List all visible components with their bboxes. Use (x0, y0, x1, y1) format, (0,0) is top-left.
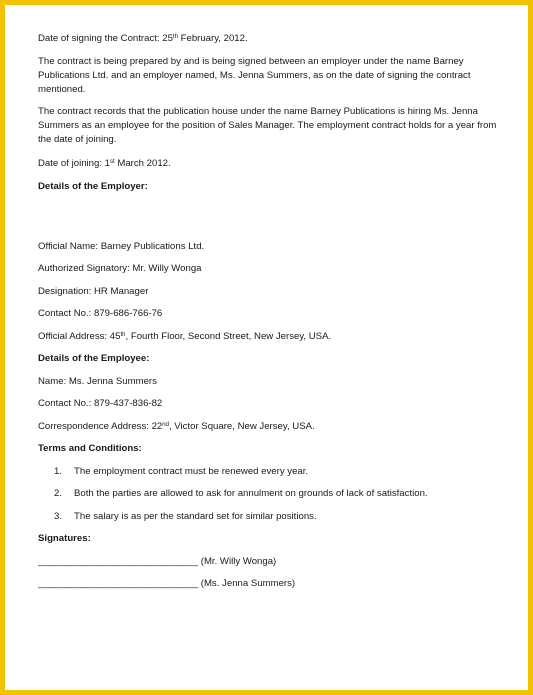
employer-contact: Contact No.: 879-686-766-76 (38, 308, 163, 319)
signature-line-employer (38, 555, 498, 569)
intro-paragraph-2: The contract records that the publication house under the name Barney Publications is hiring Ms. Jenna Summers as an employee for the position of Sales Manager. The employment contract holds for a year from the date of joining. (38, 106, 497, 145)
employee-name: Name: Ms. Jenna Summers (38, 376, 157, 387)
employer-designation: Designation: HR Manager (38, 286, 149, 297)
date-of-joining: Date of joining: 1st March 2012. (38, 158, 171, 169)
terms-item (54, 465, 494, 479)
employer-signatory: Authorized Signatory: Mr. Willy Wonga (38, 263, 202, 274)
terms-item (54, 487, 494, 501)
signature-name: (Mr. Willy Wonga) (198, 556, 277, 567)
terms-item-number: 2. (54, 488, 63, 499)
terms-heading: Terms and Conditions: (38, 443, 142, 454)
terms-item-number: 1. (54, 466, 63, 477)
signature-blank: ______________________________ (38, 578, 199, 589)
terms-item-number: 3. (54, 511, 63, 522)
terms-item-text: The salary is as per the standard set for similar positions. (74, 511, 317, 522)
employer-address: Official Address: 45th, Fourth Floor, Second Street, New Jersey, USA. (38, 331, 332, 342)
intro-paragraph-1: The contract is being prepared by and is being signed between an employer under the name Barney Publications Ltd. and an employer named, Ms. Jenna Summers, as on the date of signing the contract mentioned. (38, 56, 471, 95)
signature-name: (Ms. Jenna Summers) (198, 578, 296, 589)
employee-address: Correspondence Address: 22nd, Victor Square, New Jersey, USA. (38, 421, 315, 432)
employer-heading: Details of the Employer: (38, 181, 148, 192)
terms-item-text: The employment contract must be renewed every year. (74, 466, 309, 477)
employee-contact: Contact No.: 879-437-836-82 (38, 398, 163, 409)
signature-line-employee (38, 577, 498, 591)
employee-heading: Details of the Employee: (38, 353, 150, 364)
signatures-heading: Signatures: (38, 533, 91, 544)
terms-item (54, 510, 494, 524)
terms-item-text: Both the parties are allowed to ask for annulment on grounds of lack of satisfaction. (74, 488, 428, 499)
employer-official-name: Official Name: Barney Publications Ltd. (38, 241, 205, 252)
date-of-signing: Date of signing the Contract: 25th February, 2012. (38, 33, 248, 44)
signature-blank: ______________________________ (38, 556, 199, 567)
